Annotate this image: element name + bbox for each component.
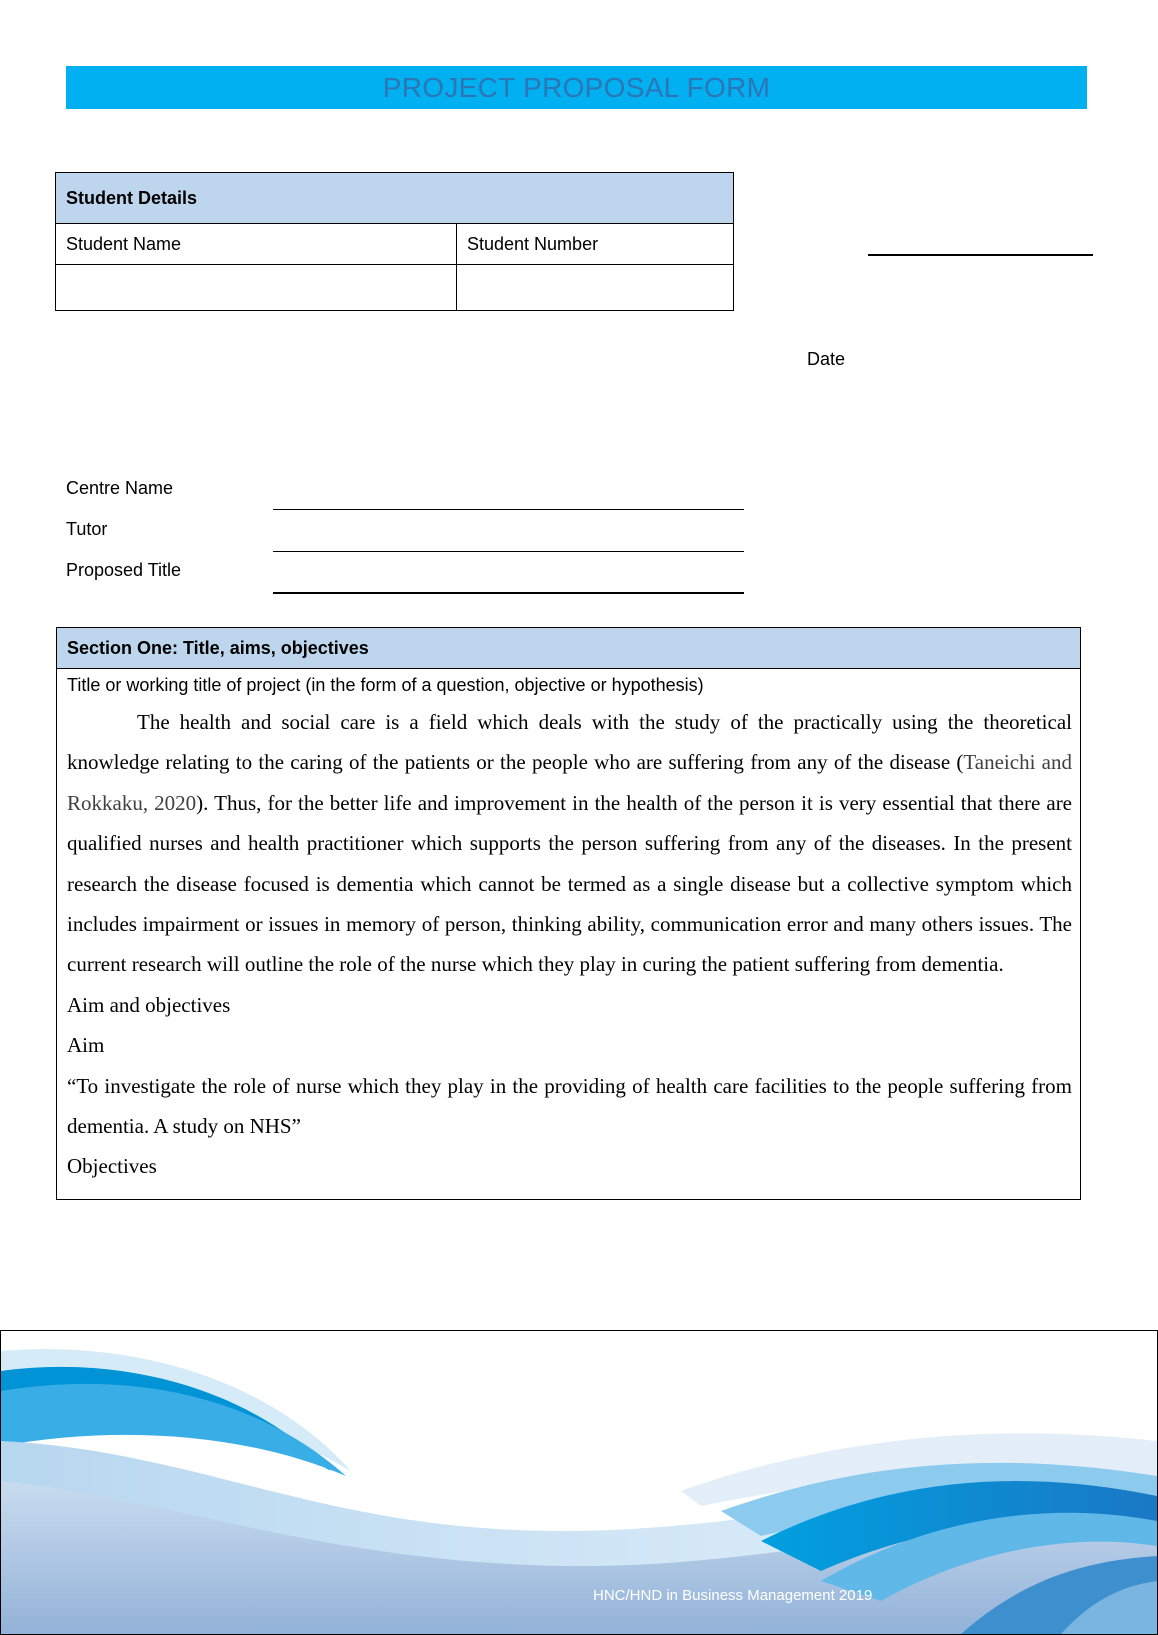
objectives-label: Objectives	[67, 1154, 157, 1179]
section-one-subtitle: Title or working title of project (in the form of a question, objective or hypothesis)	[67, 675, 704, 695]
section-one-heading: Section One: Title, aims, objectives	[57, 628, 1081, 669]
form-title-banner	[66, 66, 1087, 109]
footer-wave-banner	[0, 1330, 1158, 1635]
student-number-cell[interactable]	[457, 265, 734, 311]
student-number-header: Student Number	[457, 224, 734, 265]
section-one-body	[57, 669, 1081, 1200]
tutor-label: Tutor	[66, 519, 108, 539]
intro-text-end: ). Thus, for the better life and improvement in the health of the person it is very essential that there are qualified nurses and health practitioner which supports the person suffering from any of the diseases. In the present research the disease focused is dementia which cannot be termed as a single disease but a collective symptom which includes impairment or issues in memory of person, thinking ability, communication error and many others issues. The current research will outline the role of the nurse which they play in curing the patient suffering from dementia.	[67, 790, 1073, 977]
tutor-line[interactable]	[273, 551, 744, 552]
centre-name-label: Centre Name	[66, 478, 174, 498]
intro-text-start: The health and social care is a field which deals with the study of the practically using the theoretical knowledge relating to the caring of the patients or the people who are suffering from any of the disease (	[67, 710, 1072, 775]
student-details-table	[55, 172, 734, 311]
form-title: PROJECT PROPOSAL FORM	[382, 72, 771, 103]
wave-graphic	[1, 1331, 1157, 1634]
aims-heading: Aim and objectives	[67, 992, 231, 1017]
citation: Taneichi and Rokkaku, 2020	[67, 750, 1072, 815]
aim-text: “To investigate the role of nurse which they play in the providing of health care facilities to the people suffering from dementia. A study on NHS”	[67, 1073, 1072, 1139]
footer-text: HNC/HND in Business Management 2019	[593, 1587, 873, 1604]
aim-label: Aim	[67, 1033, 105, 1058]
signature-line	[868, 254, 1093, 256]
student-details-heading: Student Details	[56, 173, 734, 224]
proposed-title-label: Proposed Title	[66, 560, 182, 580]
section-one-table	[56, 627, 1081, 1200]
intro-paragraph	[67, 702, 1072, 985]
proposed-title-line[interactable]	[273, 592, 744, 594]
centre-name-line[interactable]	[273, 509, 744, 510]
date-label: Date	[807, 349, 846, 369]
student-name-cell[interactable]	[56, 265, 457, 311]
student-name-header: Student Name	[56, 224, 457, 265]
